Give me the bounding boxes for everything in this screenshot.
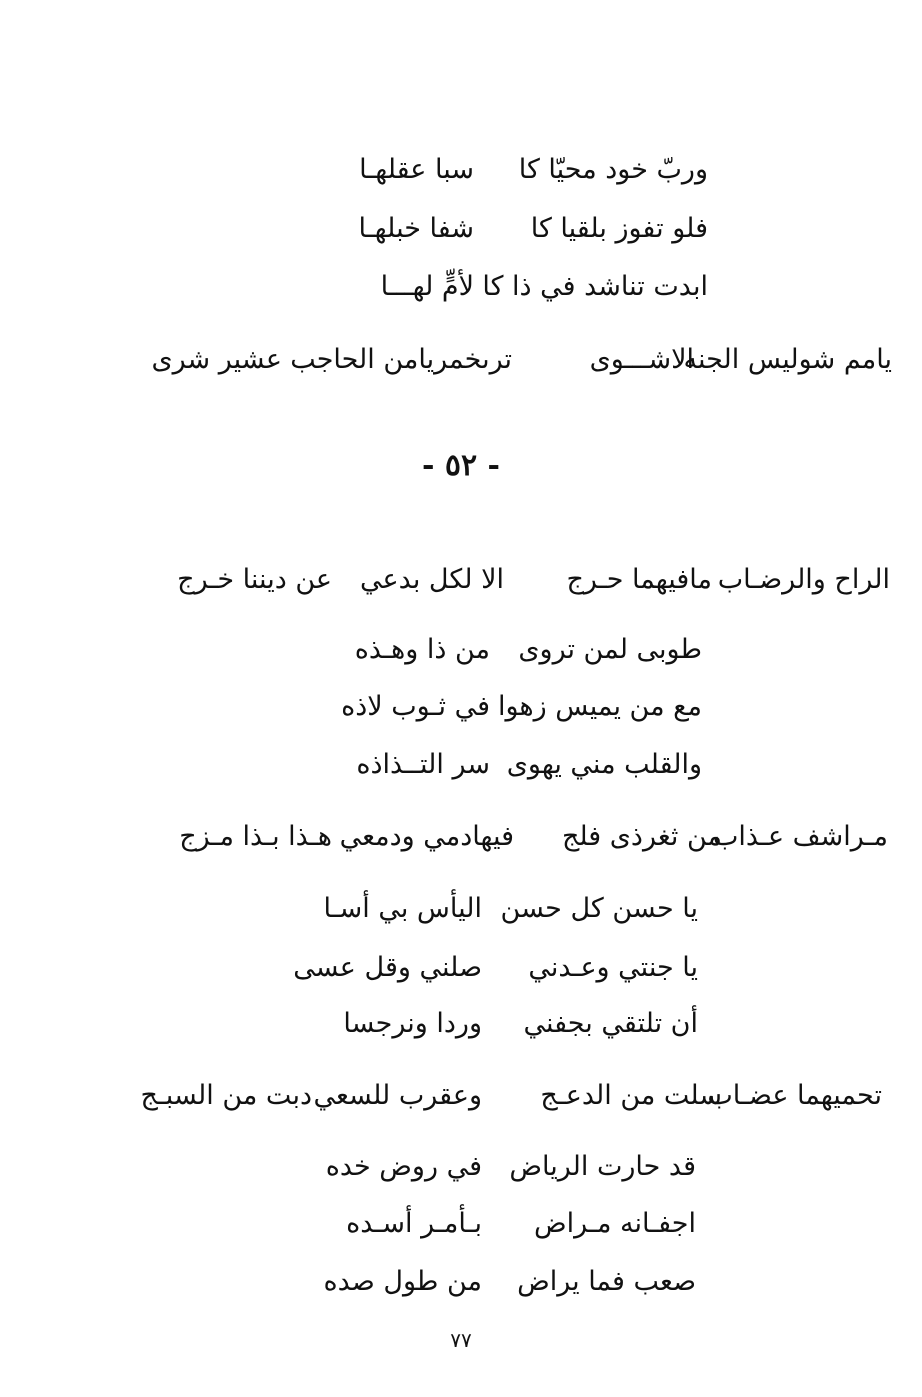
refrain-part: من ثغرذى فلج (561, 821, 722, 852)
refrain-part: سلت من الدعـج (540, 1080, 722, 1111)
verse-right: يا حسن كل حسن (500, 893, 698, 924)
refrain-part: وعقرب للسعي (313, 1080, 482, 1111)
verse-left: شفا خبلهـا (358, 213, 474, 244)
refrain-part: ترىخمريامن الحاجب (290, 344, 512, 375)
verse-right: والقلب مني يهوى (506, 749, 702, 780)
refrain-part: الاشـــوى (589, 344, 694, 375)
verse-right: اجفـانه مـراض (534, 1208, 696, 1239)
poem-number: - ٥٢ - (421, 448, 501, 483)
refrain-part: تحميهما عضـاب (707, 1080, 882, 1111)
refrain-part: الا لكل بدعي (360, 564, 504, 595)
verse-left: سبا عقلهـا (359, 154, 474, 185)
verse-right: ابدت تناشد في ذا كا (482, 271, 708, 302)
verse-right: مع من يميس زهوا (497, 691, 702, 722)
verse-left: لأمٍّ لهـــا (380, 271, 474, 302)
verse-left: وردا ونرجسا (343, 1008, 482, 1039)
verse-right: وربّ خود محيّا كا (518, 154, 708, 185)
verse-left: سر التــذاذه (356, 749, 490, 780)
verse-right: فلو تفوز بلقيا كا (530, 213, 708, 244)
refrain-part: عشير شرى (151, 344, 282, 375)
verse-left: في ثـوب لاذه (341, 691, 490, 722)
verse-left: بـأمـر أسـده (346, 1208, 482, 1239)
verse-right: صعب فما يراض (517, 1266, 696, 1297)
verse-right: يا جنتي وعـدني (528, 952, 698, 983)
verse-right: قد حارت الرياض (509, 1151, 696, 1182)
verse-left: في روض خده (325, 1151, 482, 1182)
refrain-part: عن ديننا خـرج (177, 564, 332, 595)
refrain-part: دبت من السبـج (140, 1080, 312, 1111)
verse-right: أن تلتقي بجفني (523, 1008, 698, 1039)
refrain-part: يامم شوليس الجنه (683, 344, 892, 375)
refrain-part: فيهادمي ودمعي (339, 821, 514, 852)
refrain-part: مـراشف عـذاب (712, 821, 888, 852)
page-number: ٧٧ (450, 1328, 472, 1352)
refrain-part: هـذا بـذا مـزج (179, 821, 332, 852)
verse-left: من طول صده (323, 1266, 482, 1297)
verse-left: اليأس بي أسـا (323, 893, 482, 924)
refrain-part: الراح والرضـاب (717, 564, 890, 595)
verse-left: من ذا وهـذه (354, 634, 490, 665)
refrain-part: مافيهما حـرج (566, 564, 712, 595)
verse-left: صلني وقل عسى (293, 952, 482, 983)
verse-right: طوبى لمن تروى (518, 634, 702, 665)
